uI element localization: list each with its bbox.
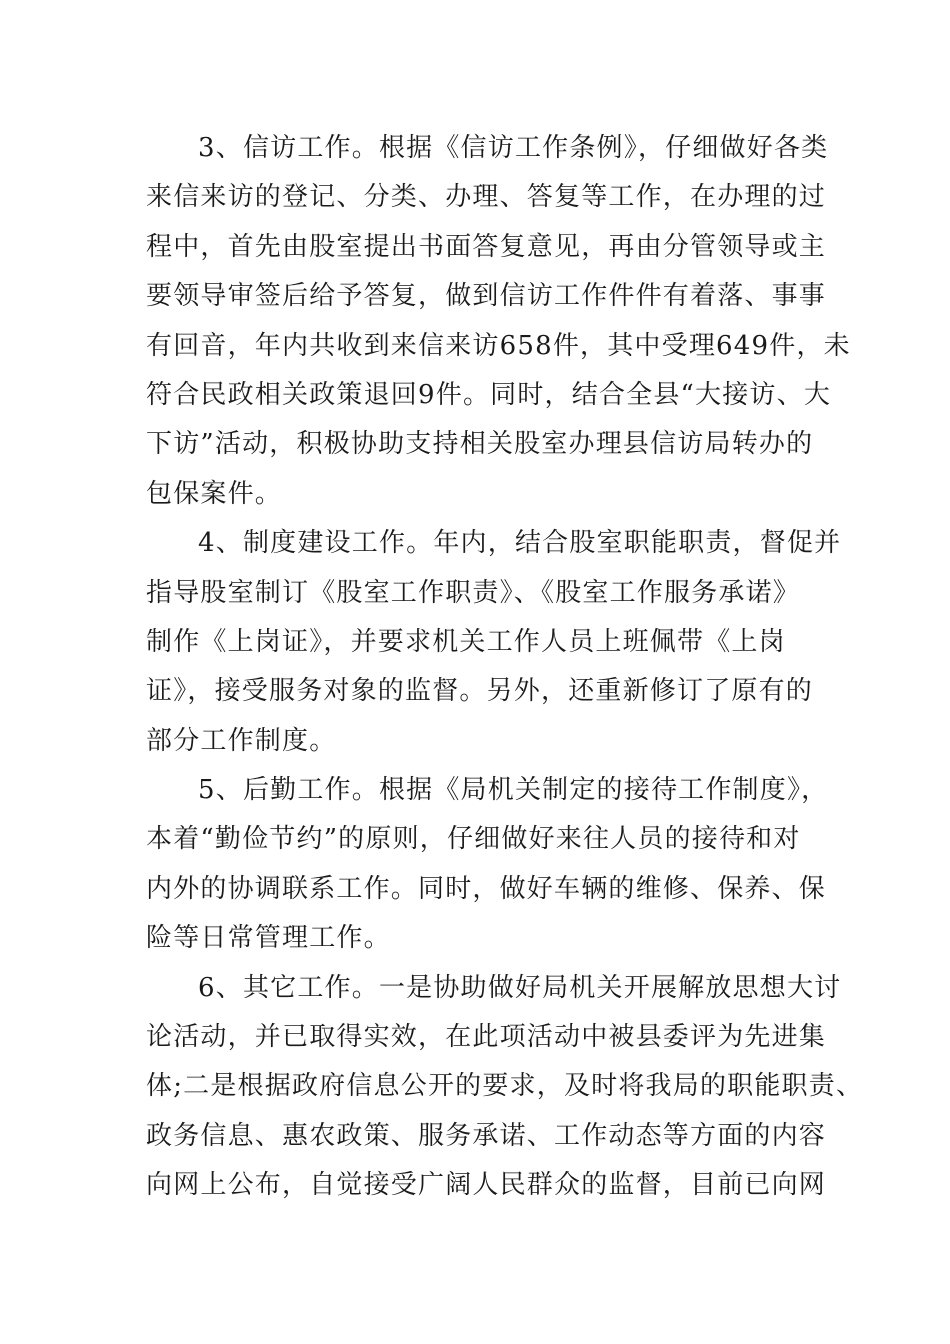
text-line: 6、其它工作。一是协助做好局机关开展解放思想大讨	[198, 972, 842, 1003]
text-line: 3、信访工作。根据《信访工作条例》，仔细做好各类	[198, 133, 829, 163]
text-line: 下访”活动，积极协助支持相关股室办理县信访局转办的	[146, 429, 814, 460]
text-line: 有回音，年内共收到来信来访658件，其中受理649件，未	[146, 330, 851, 361]
text-line: 4、制度建设工作。年内，结合股室职能职责，督促并	[198, 528, 842, 559]
text-line: 部分工作制度。	[146, 725, 337, 756]
text-line: 5、后勤工作。根据《局机关制定的接待工作制度》，	[198, 775, 829, 806]
text-line: 论活动，并已取得实效，在此项活动中被县委评为先进集	[146, 1022, 827, 1053]
text-line: 要领导审签后给予答复，做到信访工作件件有着落、事事	[146, 281, 827, 312]
text-line: 指导股室制订《股室工作职责》、《股室工作服务承诺》	[146, 577, 801, 608]
text-line: 险等日常管理工作。	[146, 923, 391, 954]
text-line: 制作《上岗证》，并要求机关工作人员上班佩带《上岗	[146, 626, 786, 657]
text-line: 体;二是根据政府信息公开的要求，及时将我局的职能职责、	[146, 1071, 864, 1102]
text-line: 内外的协调联系工作。同时，做好车辆的维修、保养、保	[146, 873, 827, 904]
text-line: 证》，接受服务对象的监督。另外，还重新修订了原有的	[146, 676, 814, 707]
text-line: 符合民政相关政策退回9件。同时，结合全县“大接访、大	[146, 379, 832, 410]
document-body	[146, 124, 864, 1211]
text-line: 包保案件。	[146, 478, 283, 509]
text-line: 本着“勤俭节约”的原则，仔细做好来往人员的接待和对	[146, 824, 801, 855]
text-line: 来信来访的登记、分类、办理、答复等工作，在办理的过	[146, 182, 827, 213]
text-line: 程中，首先由股室提出书面答复意见，再由分管领导或主	[146, 231, 827, 262]
text-line: 政务信息、惠农政策、服务承诺、工作动态等方面的内容	[146, 1120, 827, 1151]
text-line: 向网上公布，自觉接受广阔人民群众的监督，目前已向网	[146, 1170, 827, 1201]
